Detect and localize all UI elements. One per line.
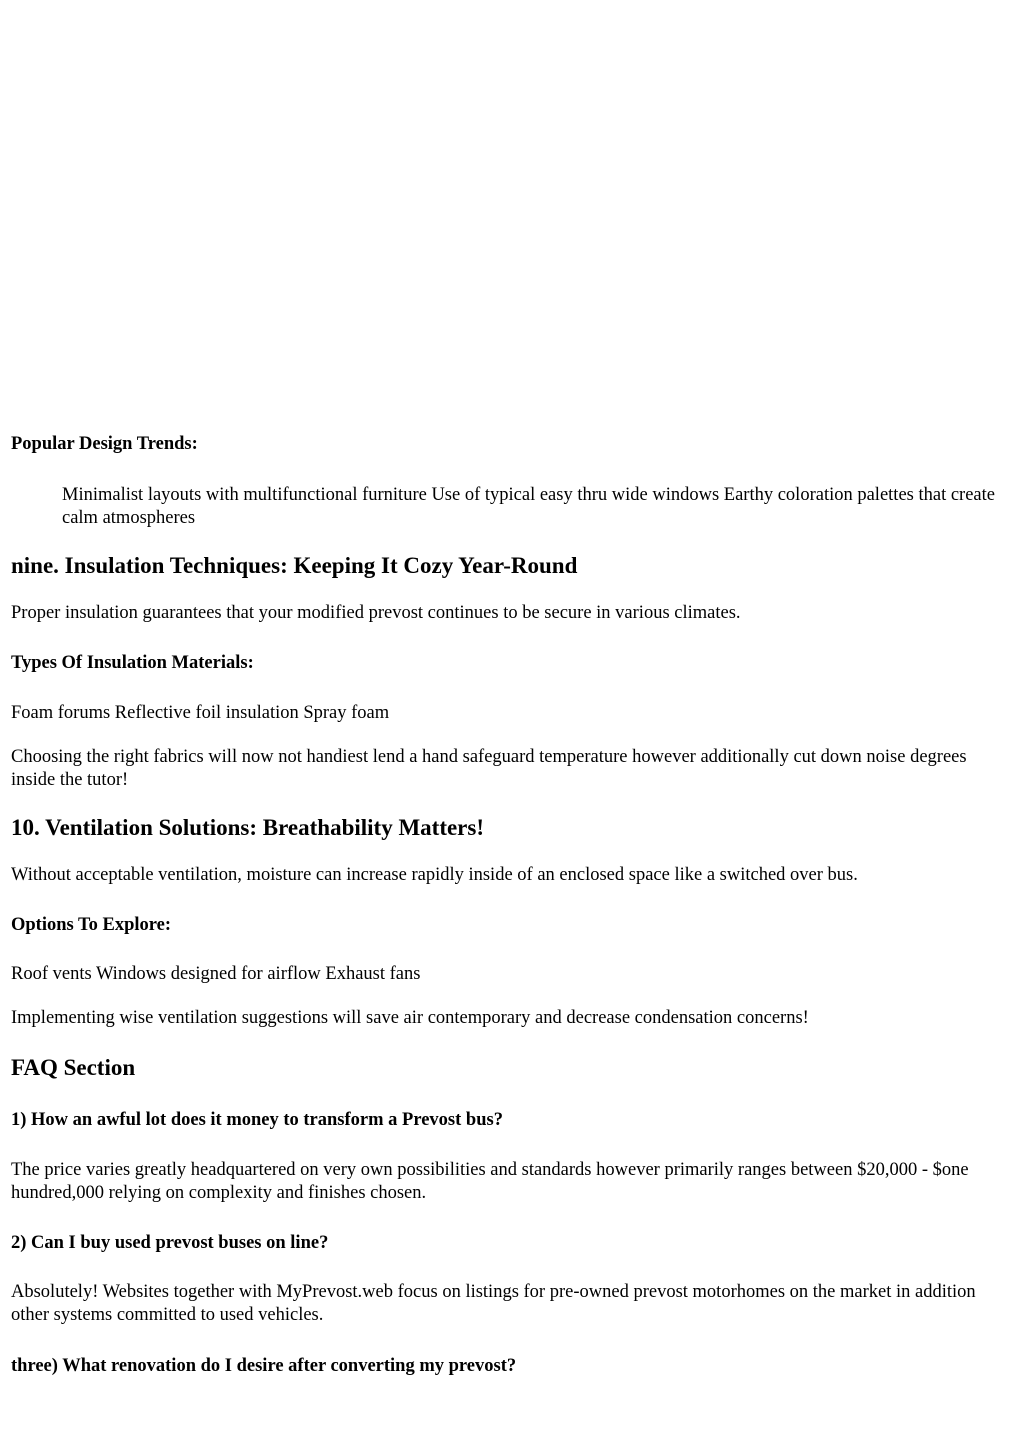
ventilation-outro: Implementing wise ventilation suggestions will save air contemporary and decrease condensation concerns! (11, 1008, 809, 1028)
design-trends-heading: Popular Design Trends: (11, 434, 198, 454)
insulation-heading: nine. Insulation Techniques: Keeping It Cozy Year-Round (11, 553, 578, 578)
ventilation-options-heading: Options To Explore: (11, 915, 172, 935)
ventilation-intro: Without acceptable ventilation, moisture can increase rapidly inside of an enclosed space like a switched over bus. (11, 865, 858, 885)
faq-answer-1: The price varies greatly headquartered on very own possibilities and standards however primarily ranges between $20,000 - $one hundred,000 relying on complexity and finishes chosen. (11, 1160, 969, 1203)
faq-heading: FAQ Section (11, 1055, 136, 1080)
ventilation-heading: 10. Ventilation Solutions: Breathability Matters! (11, 815, 485, 840)
article-body (11, 0, 1015, 1378)
insulation-intro: Proper insulation guarantees that your modified prevost continues to be secure in various climates. (11, 603, 741, 623)
insulation-types-list: Foam forums Reflective foil insulation Spray foam (11, 703, 390, 723)
insulation-types-heading: Types Of Insulation Materials: (11, 653, 254, 673)
faq-question-3: three) What renovation do I desire after converting my prevost? (11, 1356, 517, 1376)
blank-image-area (11, 0, 1015, 432)
faq-question-2: 2) Can I buy used prevost buses on line? (11, 1233, 329, 1253)
design-trends-list: Minimalist layouts with multifunctional furniture Use of typical easy thru wide windows Earthy coloration palettes that create calm atmospheres (62, 485, 995, 528)
faq-question-1: 1) How an awful lot does it money to transform a Prevost bus? (11, 1110, 503, 1130)
faq-answer-2: Absolutely! Websites together with MyPrevost.web focus on listings for pre-owned prevost motorhomes on the market in addition other systems committed to used vehicles. (11, 1282, 976, 1325)
ventilation-options-list: Roof vents Windows designed for airflow Exhaust fans (11, 964, 421, 984)
insulation-outro: Choosing the right fabrics will now not handiest lend a hand safeguard temperature however additionally cut down noise degrees inside the tutor! (11, 747, 967, 790)
